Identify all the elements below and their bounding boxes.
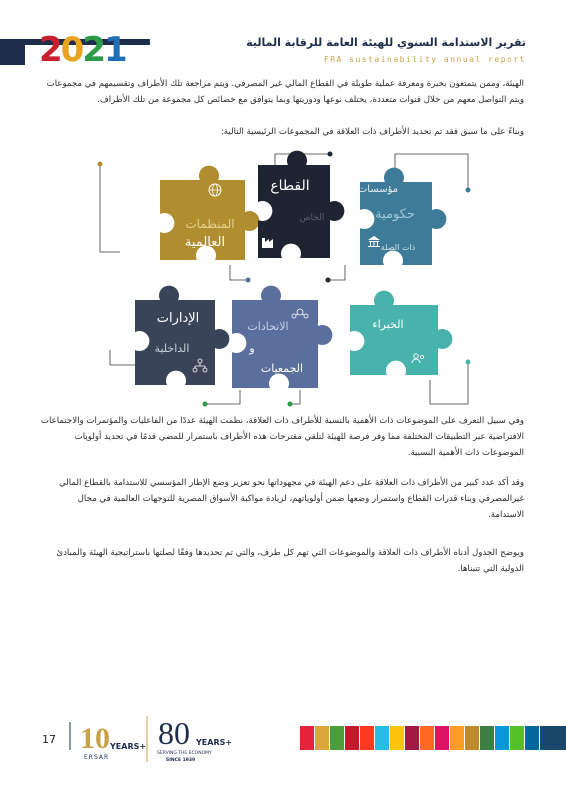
paragraph-groups-lead: وبناءً على ما سبق فقد تم تحديد الأطراف ذات العلاقة في المجموعات الرئيسية التالية: — [220, 127, 524, 137]
connector-line — [328, 265, 345, 280]
piece-label: ذات الصلة — [380, 243, 416, 252]
footer-logos — [62, 712, 302, 772]
connector-line — [290, 390, 300, 404]
puzzle-piece-government-institutions — [358, 168, 447, 265]
piece-label: المنظمات — [185, 217, 235, 231]
year-digit-2: 0 — [60, 30, 83, 70]
year-digit-1: 2 — [39, 30, 61, 70]
page-number: 17 — [42, 733, 56, 746]
puzzle-piece-private-sector — [258, 151, 344, 258]
piece-label: الخبراء — [372, 318, 404, 331]
piece-label: و — [249, 342, 255, 355]
report-title: تقرير الاستدامة السنوي للهيئة العامة للرقابة المالية — [246, 36, 526, 49]
paragraph-engagement-events: وفي سبيل التعرف على الموضوعات ذات الأهمية بالنسبة للأطراف ذات العلاقة، نظمت الهيئة عددًا من الفاعليات والمؤتمرات والاجتماعات الافتراضية عبر التطبيقات المختلفة مما وفر فرصة للهيئة لتلقي مقترحات هذه الأطراف باستمرار للمضي قدمًا في تحديد أولويات الموضوعات ذات الأهمية النسبية. — [40, 416, 524, 458]
svg-text:YEARS+: YEARS+ — [196, 738, 233, 747]
paragraph-stakeholders-intro: الهيئة، وممن يتمتعون بخبرة ومعرفة عملية طويلة في القطاع المالي غير المصرفي. ويتم مراجعة تلك الأطراف وتقسيمهم في مجموعات ويتم التواصل معهم من خلال قنوات متعددة، يختلف نوعها ودوريتها وبما يتوافق مع خصائص كل مجموعة من تلك الأطراف. — [46, 79, 524, 105]
report-subtitle: FRA sustainability annual report — [323, 55, 526, 64]
year-digit-3: 2 — [82, 30, 105, 70]
svg-text:10: 10 — [80, 722, 110, 755]
svg-text:YEARS+: YEARS+ — [110, 742, 147, 751]
puzzle-piece-experts — [350, 291, 452, 375]
piece-label: مؤسسات — [357, 184, 399, 195]
piece-label: الجمعيات — [260, 362, 304, 375]
svg-text:ERSAR: ERSAR — [84, 754, 110, 761]
paragraph-table-intro: ويوضح الجدول أدناه الأطراف ذات العلاقة والموضوعات التي تهم كل طرف، والتي تم تحديدها وفقًا لصلتها باستراتيجية الهيئة والمبادئ الدولية التي تتبناها. — [56, 548, 524, 574]
svg-text:80: 80 — [158, 715, 190, 751]
year-digit-4: 1 — [104, 30, 126, 70]
connector-line — [100, 164, 120, 252]
piece-label: الخاص — [299, 213, 325, 223]
piece-label: القطاع — [270, 178, 310, 194]
piece-label: الداخلية — [154, 342, 190, 355]
puzzle-piece-international-orgs — [160, 166, 259, 260]
paragraph-stakeholder-support: وقد أكد عدد كبير من الأطراف ذات العلاقة على دعم الهيئة في مجهوداتها نحو تعزيز وضع الإطار المؤسسي للاستدامة بالقطاع المالي غيرالمصرفي وبناء قدرات القطاع واستمرار وضعها ضمن أولوياتهم، لزيادة مواكبة الأسواق المصرية للتوجهات العالمية في مجال الاستدامة. — [58, 478, 524, 520]
svg-text:SERVING THE ECONOMY: SERVING THE ECONOMY — [157, 751, 212, 756]
stakeholder-puzzle-diagram — [0, 140, 566, 420]
puzzle-piece-federations-associations — [232, 286, 332, 388]
svg-text:SINCE 1939: SINCE 1939 — [166, 758, 196, 763]
connector-line — [230, 265, 248, 280]
fra-80-years-logo — [157, 715, 232, 763]
piece-label: حكومية — [375, 207, 415, 222]
ersar-10-years-logo — [80, 722, 146, 761]
connector-line — [205, 390, 240, 404]
sdg-color-bars — [300, 726, 566, 750]
piece-label: العالمية — [184, 235, 226, 250]
puzzle-piece-internal-departments — [135, 286, 229, 385]
piece-label: الاتحادات — [247, 320, 289, 333]
piece-label: الإدارات — [156, 311, 200, 326]
